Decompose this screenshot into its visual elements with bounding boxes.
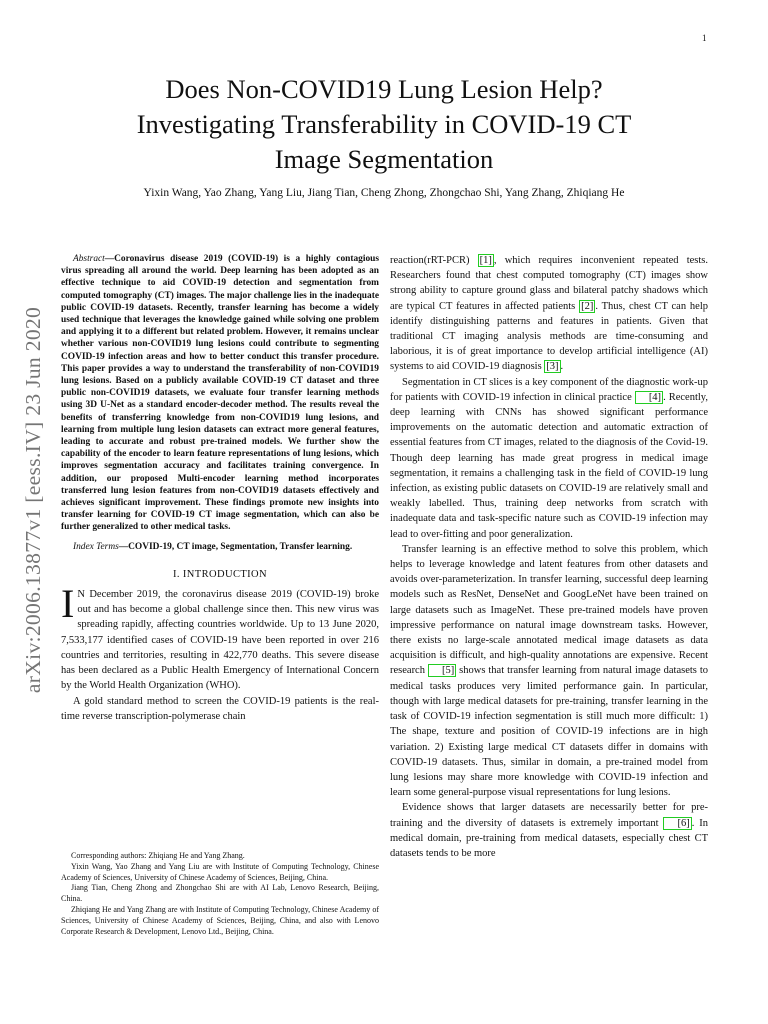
footnote-affiliation-2: Jiang Tian, Cheng Zhong and Zhongchao Shi are with AI Lab, Lenovo Research, Beijing, China. bbox=[61, 883, 379, 904]
title-line-3: Image Segmentation bbox=[274, 144, 494, 174]
author-list: Yixin Wang, Yao Zhang, Yang Liu, Jiang Tian, Cheng Zhong, Zhongchao Shi, Yang Zhang, Zhiqiang He bbox=[143, 187, 625, 199]
citation-link-2[interactable]: [2] bbox=[581, 300, 594, 312]
intro-paragraph-1 bbox=[61, 581, 379, 693]
footnote-corresponding-authors: Corresponding authors: Zhiqiang He and Yang Zhang. bbox=[71, 851, 245, 860]
citation-link-3[interactable]: [3] bbox=[546, 361, 559, 373]
body-text: Evidence shows that larger datasets are necessarily better for pre-training and the diversity of datasets is extremely important bbox=[390, 802, 708, 829]
intro-paragraph-1-text: N December 2019, the coronavirus disease 2019 (COVID-19) broke out and has become a global challenge since then. This new virus was spreading rapidly, affecting countries worldwide. Up to 13 June 2020, 7,533,177 identified cases of COVID-19 have been reported in over 216 countries and territories, resulting in 422,770 deaths. This severe disease has been declared as a Public Health Emergency of International Concern by the World Health Organization (WHO). bbox=[61, 589, 379, 692]
body-text: reaction(rRT-PCR) bbox=[390, 255, 478, 266]
title-line-1: Does Non-COVID19 Lung Lesion Help? bbox=[165, 74, 603, 104]
abstract-text: —Coronavirus disease 2019 (COVID-19) is a highly contagious virus spreading all around the world. Deep learning has been adopted as an effective technique to aid COVID-19 detection and segmentation from computed tomography (CT) images. The major challenge lies in the inadequate public COVID-19 datasets. Recently, transfer learning has become a widely used technique that leverages the knowledge gained while solving one problem and applying it to a different but related problem. However, it remains unclear whether various non-COVID19 lung lesions could contribute to segmenting COVID-19 infection areas and how to better conduct this transfer procedure. This paper provides a way to understand the transferability of non-COVID19 lung lesions. Based on a publicly available COVID-19 CT dataset and three public non-COVID19 datasets, we evaluate four transfer learning methods using 3D U-Net as a standard encoder-decoder method. The results reveal the benefits of transferring knowledge from non-COVID19 lung lesions, and learning from multiple lung lesion datasets can extract more general features, leading to accurate and robust pre-trained models. We further show the capability of the encoder to learn feature representations of lung lesions, which improves segmentation accuracy and facilitates training convergence. In addition, our proposed Multi-encoder learning method incorporates transferred lung lesion features from non-COVID19 datasets effectively and achieves significant improvement. These findings promote new insights into transfer learning for COVID-19 CT image segmentation, which can also be further generalized to other medical tasks. bbox=[61, 254, 379, 533]
footnote-affiliation-3: Zhiqiang He and Yang Zhang are with Institute of Computing Technology, Chinese Academy of Sciences, University of Chinese Academy of Sciences, Beijing, China, and also with Lenovo Corporate Research & Development, Lenovo Ltd., Beijing, China. bbox=[61, 904, 379, 936]
citation-link-1[interactable]: [1] bbox=[479, 255, 492, 266]
body-paragraph-evidence bbox=[390, 800, 708, 861]
right-column bbox=[390, 253, 708, 861]
page-number: 1 bbox=[702, 33, 707, 43]
citation-link-6[interactable]: [6] bbox=[663, 817, 691, 830]
citation-link-4[interactable]: [4] bbox=[635, 391, 663, 404]
intro-paragraph-2: A gold standard method to screen the COVID-19 patients is the real-time reverse transcription-polymerase chain bbox=[61, 695, 379, 722]
index-terms bbox=[61, 541, 379, 553]
index-terms-text: —COVID-19, CT image, Segmentation, Transfer learning. bbox=[118, 541, 353, 552]
citation-link-5[interactable]: [5] bbox=[428, 664, 456, 677]
paper-title bbox=[60, 72, 708, 177]
abstract bbox=[61, 253, 379, 534]
body-text: . bbox=[560, 361, 564, 373]
body-text: . In medical domain, pre-training from medical datasets, especially chest CT datasets tends to be more bbox=[390, 817, 709, 859]
body-paragraph-transfer-learning bbox=[390, 542, 708, 800]
left-column bbox=[61, 253, 379, 724]
body-text: . Thus, chest CT can help identify distinguishing patterns and features in patients. Given that traditional CT imaging analysis methods are time-consuming and laborious, it is of great importance to develop artificial intelligence (AI) systems to aid COVID-19 diagnosis bbox=[390, 300, 708, 373]
body-text: , which requires inconvenient repeated tests. Researchers found that chest computed tomography (CT) images show strong ability to capture ground glass and bilateral patchy shadows which are typical CT features in affected patients bbox=[390, 255, 709, 312]
abstract-label: Abstract bbox=[73, 254, 105, 264]
body-paragraph-segmentation bbox=[390, 375, 708, 542]
arxiv-identifier-text: arXiv:2006.13877v1 [eess.IV] 23 Jun 2020 bbox=[21, 306, 45, 694]
index-terms-label: Index Terms bbox=[73, 541, 119, 552]
body-text: shows that transfer learning from natural image datasets to medical tasks produces very limited performance gain. In particular, though with large medical datasets for pre-training, transfer learning in the task of COVID-19 infection segmentation is still much more difficult: 1) The shape, texture and position of COVID-19 infections are in high variation. 2) Existing large medical CT datasets differ in domains with COVID-19 datasets. Thus, similar in domain, a pre-trained model from lung lesions may share more knowledge with COVID-19 infection and learn some general-purpose visual representations for lung lesions. bbox=[390, 665, 708, 799]
body-text: Transfer learning is an effective method to solve this problem, which helps to leverage knowledge and latent features from other datasets and avoids over-parameterization. In transfer learning, successful deep learning models such as ResNet, DenseNet and GoogLeNet have been trained on large datasets such as ImageNet. These pre-trained models have proven impressive performance on natural image downstream tasks. However, there exists no large-scale annotated medical image datasets as data acquisition is difficult, and high-quality annotations are expensive. Recent research bbox=[390, 543, 708, 677]
footnotes bbox=[61, 851, 379, 937]
title-line-2: Investigating Transferability in COVID-19 CT bbox=[136, 109, 632, 139]
footnote-affiliation-1: Yixin Wang, Yao Zhang and Yang Liu are with Institute of Computing Technology, Chinese Academy of Sciences, University of Chinese Academy of Sciences, Beijing, China. bbox=[61, 861, 379, 882]
arxiv-identifier-stamp bbox=[4, 260, 50, 740]
section-heading-introduction: I. INTRODUCTION bbox=[172, 568, 268, 580]
drop-cap: I bbox=[61, 581, 75, 627]
body-paragraph-continued bbox=[390, 253, 708, 375]
body-text: Segmentation in CT slices is a key component of the diagnostic work-up for patients with COVID-19 infection in clinical practice bbox=[390, 376, 708, 403]
body-text: . Recently, deep learning with CNNs has showed significant performance improvements on the automatic detection and automatic extraction of essential features from CT images, related to the diagnosis of the Covid-19. Though deep learning has made great progress in medical image segmentation, it remains a challenging task in the field of COVID-19 lung infection, as existing public datasets on COVID-19 are relatively small and weakly labelled. Thus, training deep networks from scratch with inadequate data and task-specific nature such as COVID-19 infection may lead to over-fitting and poor generalization. bbox=[390, 391, 708, 540]
